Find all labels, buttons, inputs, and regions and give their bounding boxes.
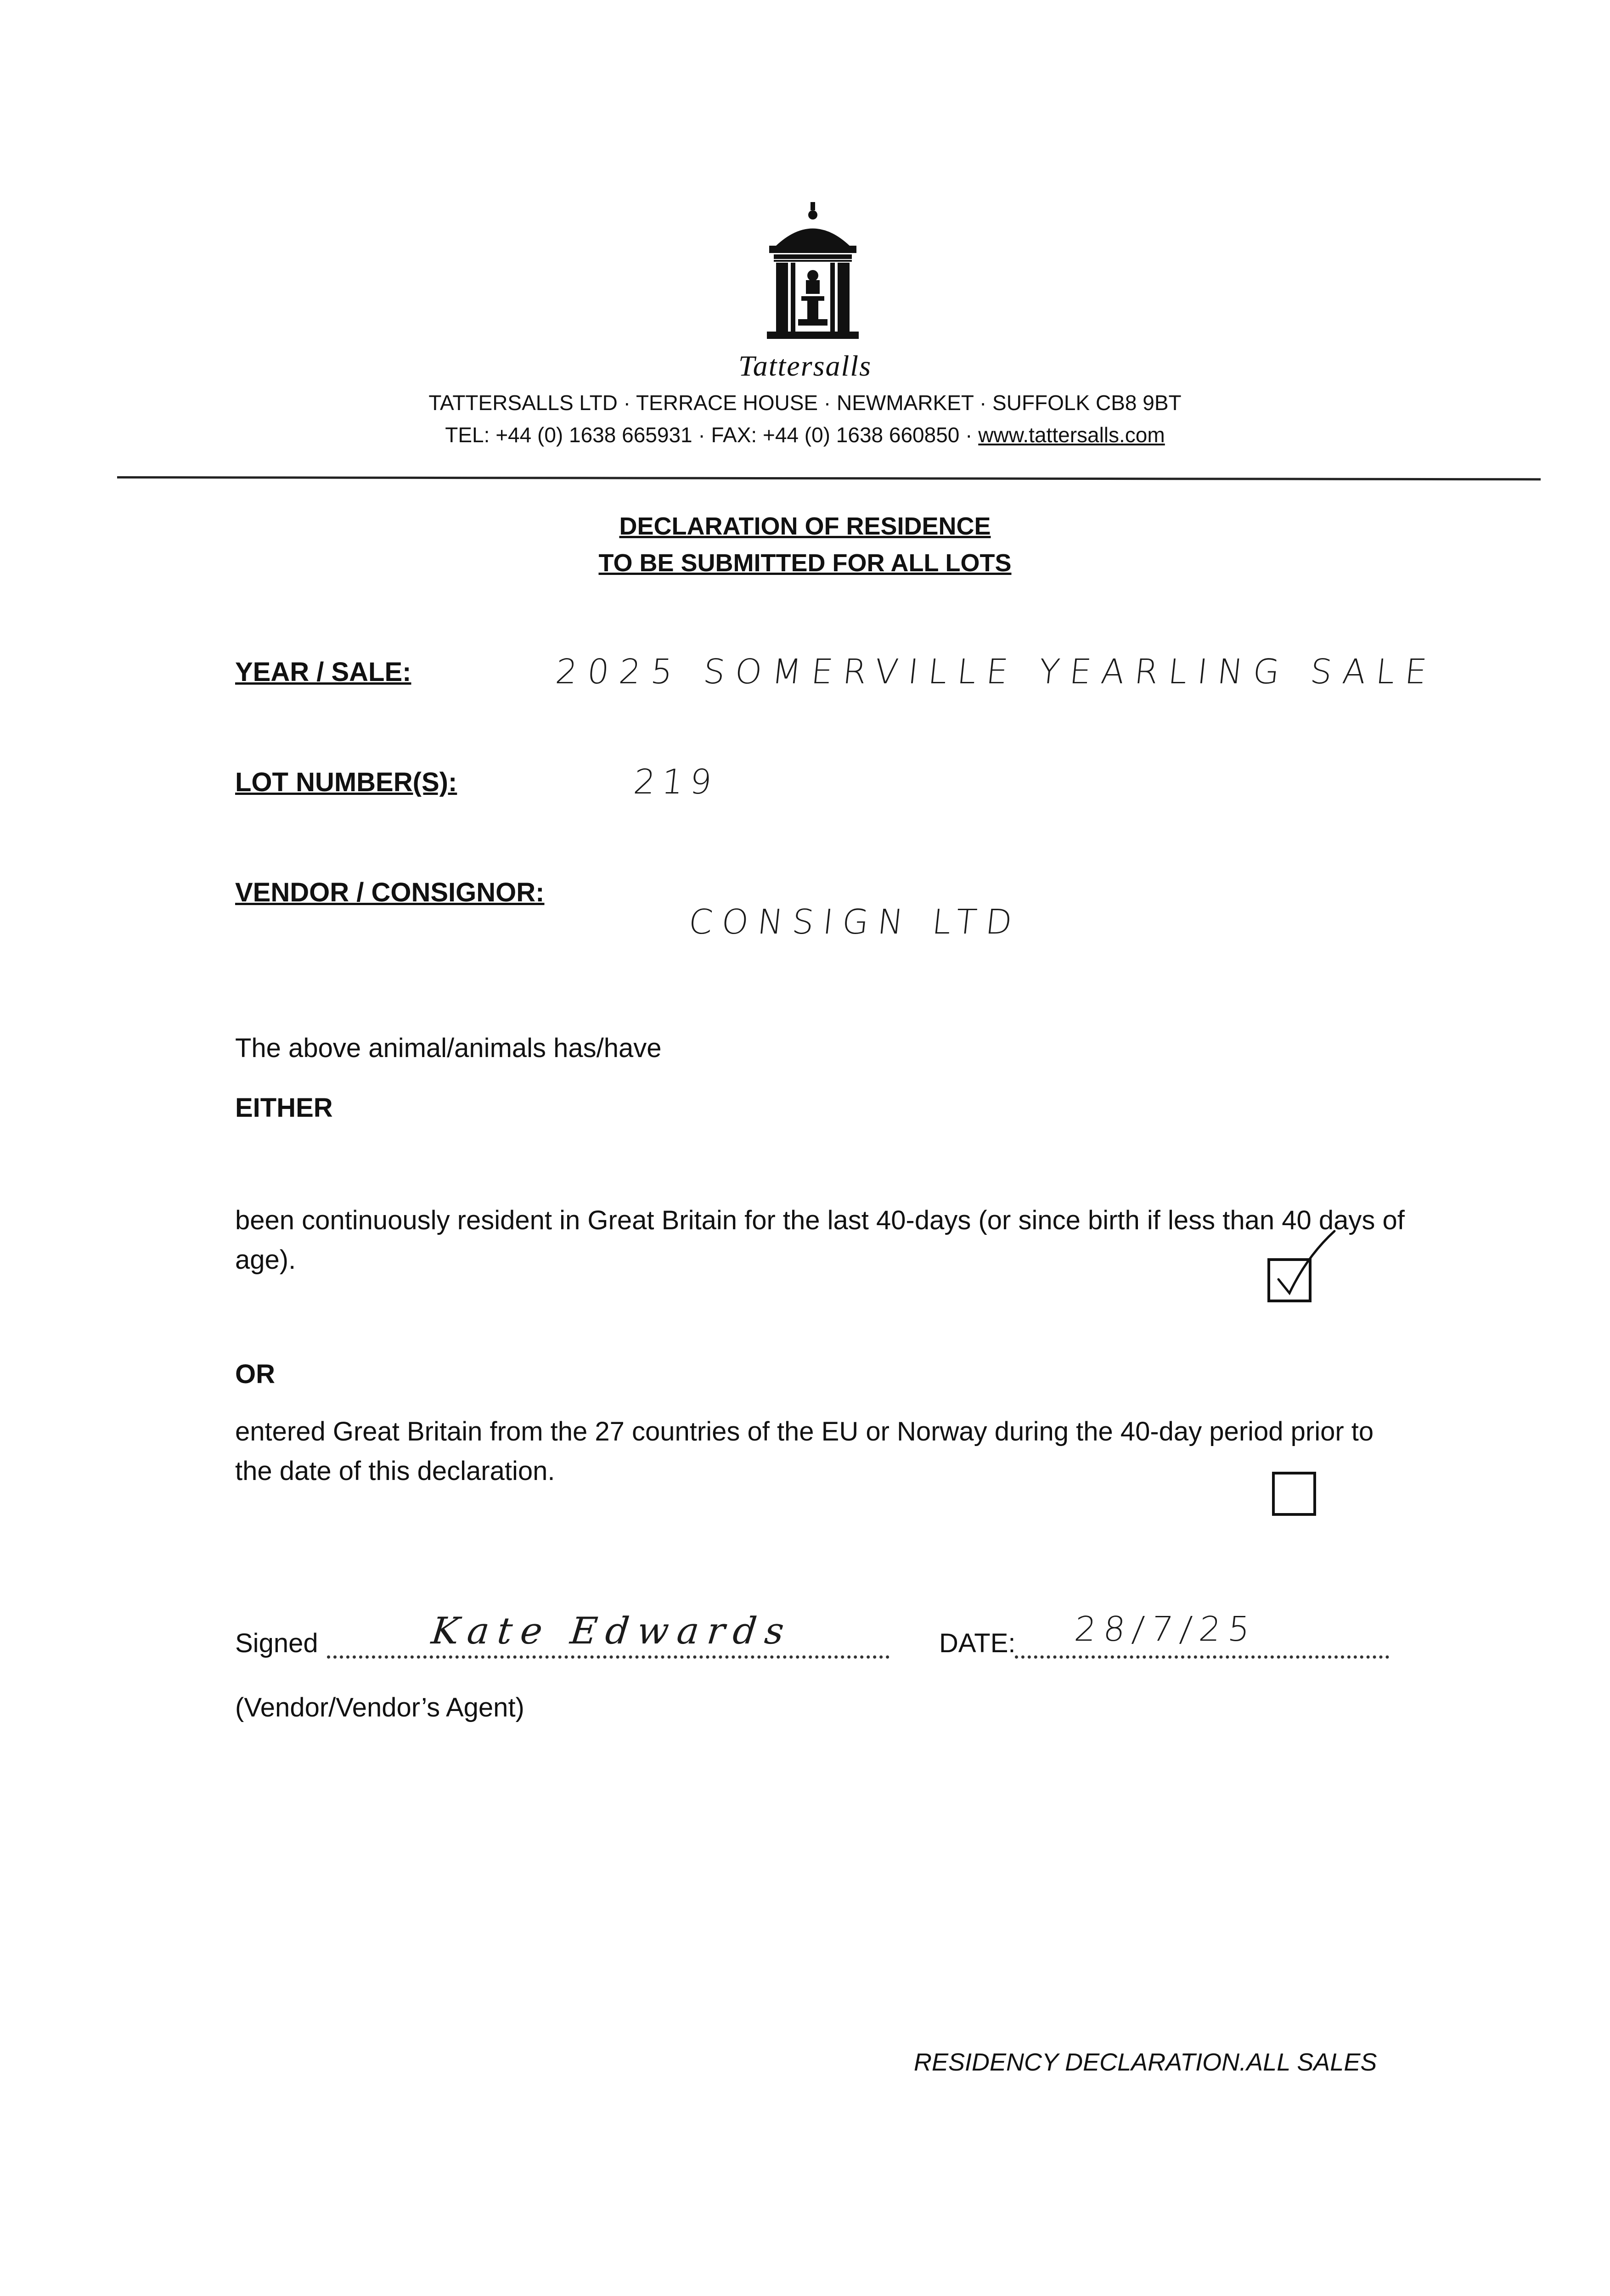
date-line [1015, 1655, 1389, 1659]
date-value[interactable]: 28/7/25 [1072, 1609, 1259, 1649]
header-divider [117, 476, 1541, 480]
option2-checkbox[interactable] [1272, 1472, 1316, 1516]
option2-text: entered Great Britain from the 27 countries of the EU or Norway during the 40-day period prior to the date of this declaration. [235, 1417, 1374, 1486]
vendor-consignor-label: VENDOR / CONSIGNOR: [235, 878, 545, 907]
form-title: DECLARATION OF RESIDENCE [619, 512, 991, 540]
brand-name: Tattersalls [738, 349, 872, 382]
checkmark-icon [1270, 1229, 1339, 1302]
form-subtitle: TO BE SUBMITTED FOR ALL LOTS [598, 549, 1012, 577]
contact-numbers: TEL: +44 (0) 1638 665931 · FAX: +44 (0) 1638 660850 · [445, 423, 979, 447]
either-heading: EITHER [235, 1093, 333, 1123]
signed-label: Signed [235, 1628, 318, 1658]
lot-number-label: LOT NUMBER(S): [235, 767, 457, 797]
vendor-consignor-value[interactable]: CONSIGN LTD [687, 902, 1024, 942]
footer-text: RESIDENCY DECLARATION.ALL SALES [914, 2048, 1377, 2076]
option1-text: been continuously resident in Great Britain for the last 40-days (or since birth if less than 40 days of age). [235, 1205, 1405, 1275]
option1-checkbox[interactable] [1267, 1258, 1312, 1302]
year-sale-value[interactable]: 2025 SOMERVILLE YEARLING SALE [553, 652, 1439, 692]
year-sale-label: YEAR / SALE: [235, 657, 411, 687]
website-link[interactable]: www.tattersalls.com [978, 423, 1165, 447]
signer-role: (Vendor/Vendor’s Agent) [235, 1693, 524, 1722]
or-heading: OR [235, 1359, 275, 1389]
signature-value[interactable]: Kate Edwards [429, 1609, 794, 1652]
tattersalls-logo [758, 202, 868, 367]
date-label: DATE: [939, 1628, 1016, 1658]
company-contact [0, 422, 1610, 447]
signature-line [327, 1655, 889, 1659]
company-address: TATTERSALLS LTD · TERRACE HOUSE · NEWMARKET · SUFFOLK CB8 9BT [428, 391, 1182, 415]
lot-number-value[interactable]: 219 [631, 762, 720, 802]
intro-text: The above animal/animals has/have [235, 1033, 662, 1063]
